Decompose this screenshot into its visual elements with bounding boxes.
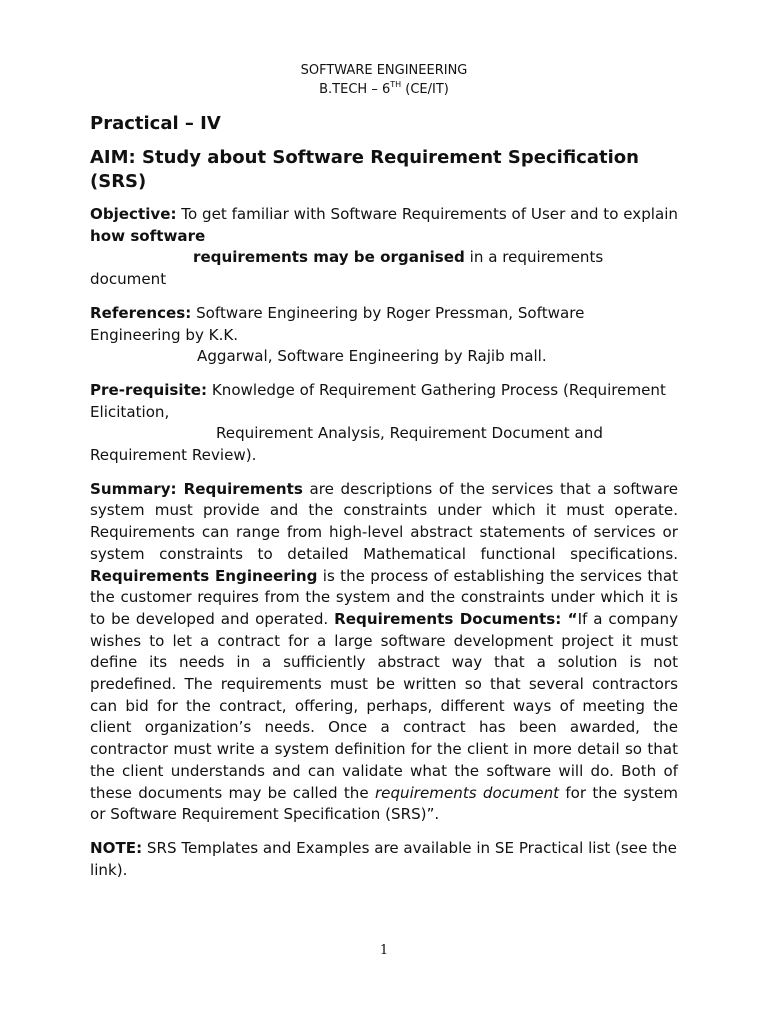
objective-label: Objective: (90, 205, 177, 223)
document-body (90, 112, 678, 893)
objective-text-2: in a requirements (464, 248, 604, 267)
course-header: SOFTWARE ENGINEERING (300, 63, 468, 78)
objective-indent-line (90, 248, 603, 266)
note-paragraph (90, 838, 678, 881)
objective-paragraph (90, 204, 678, 291)
note-label: NOTE: (90, 838, 143, 857)
class-suffix: (CE/IT) (401, 82, 449, 97)
references-label: References: (90, 303, 192, 322)
summary-text-2: is the process of establishing the services that the customer requires from the system and the constraints under which it is to be developed and operated. (90, 566, 678, 628)
summary-bold-1: Requirements (176, 479, 303, 498)
note-text: SRS Templates and Examples are available in SE Practical list (see the link). (90, 838, 677, 879)
summary-paragraph (90, 479, 678, 826)
aim-heading: AIM: Study about Software Requirement Specification (SRS) (90, 147, 639, 192)
references-text-2: Aggarwal, Software Engineering by Rajib mall. (197, 347, 547, 366)
summary-text-4: for the system or Software Requirement Specification (SRS)”. (90, 783, 678, 824)
objective-text-1: To get familiar with Software Requirements of User and to explain (176, 205, 678, 223)
summary-label: Summary: (90, 479, 177, 498)
class-prefix: B.TECH – 6 (319, 82, 391, 97)
summary-text-3: If a company wishes to let a contract for a large software development project it must define its needs in a sufficiently abstract way that a solution is not predefined. The requirements must be written so that several contractors can bid for the contract, offering, perhaps, different ways of meeting the client organization’s needs. Once a contract has been awarded, the contractor must write a system definition for the client in more detail so that the client understands and can validate what the software will do. Both of these documents may be called the (90, 609, 678, 802)
class-header (0, 81, 768, 99)
prerequisite-paragraph (90, 380, 678, 467)
references-text-1: Software Engineering by Roger Pressman, Software Engineering by K.K. (90, 303, 585, 344)
objective-text-3: document (90, 270, 167, 289)
class-superscript: TH (390, 80, 402, 89)
summary-bold-3: Requirements Documents: “ (334, 609, 578, 628)
page-number: 1 (379, 943, 389, 958)
prerequisite-text-1: Knowledge of Requirement Gathering Process (Requirement Elicitation, (90, 380, 666, 421)
objective-bold-2: requirements may be organised (193, 248, 465, 267)
prerequisite-label: Pre-requisite: (90, 380, 208, 399)
prerequisite-text-3: Requirement Review). (90, 446, 257, 465)
summary-bold-2: Requirements Engineering (90, 566, 318, 585)
objective-bold-1: how software (90, 226, 206, 245)
references-paragraph (90, 303, 678, 368)
prerequisite-text-2: Requirement Analysis, Requirement Document and (216, 424, 603, 443)
summary-text-1: are descriptions of the services that a software system must provide and the constraints under which it must operate. Requirements can range from high-level abstract statements of services or system constraints to detailed Mathematical functional specifications. (90, 479, 678, 563)
practical-title: Practical – IV (90, 113, 221, 134)
summary-italic-1: requirements document (374, 783, 560, 802)
